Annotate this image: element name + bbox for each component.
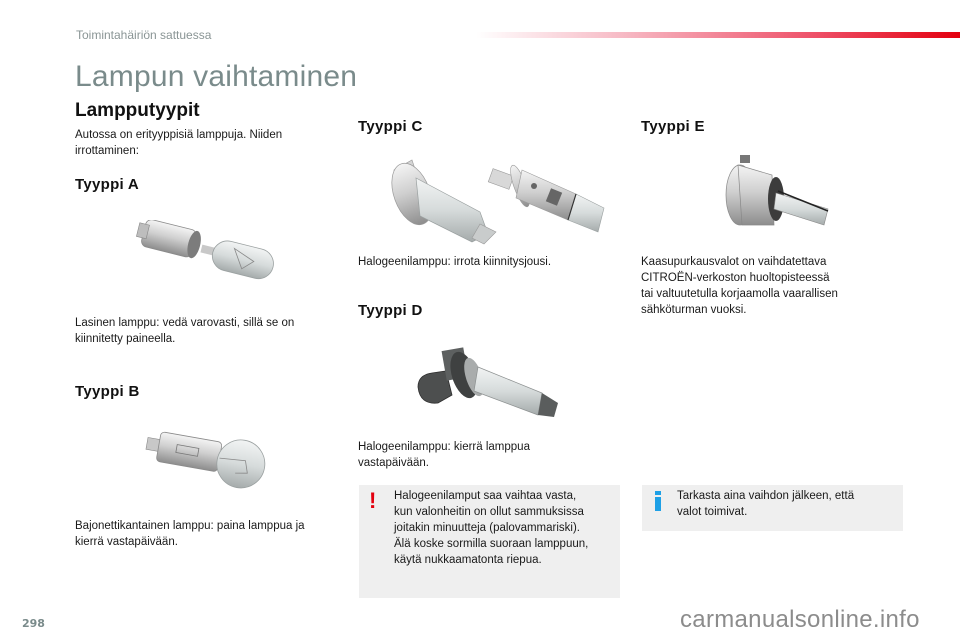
type-b-heading: Tyyppi B [75,383,140,400]
description-line: tai valtuutetulla korjaamolla vaarallisen [641,288,838,300]
warning-line: joitakin minuutteja (palovammariski). [394,522,580,534]
description-line: CITROËN-verkoston huoltopisteessä [641,272,830,284]
description-line: Halogeenilamppu: kierrä lamppua [358,441,530,453]
h7-h1-halogen-bulbs-icon [372,152,612,247]
type-c-heading: Tyyppi C [358,118,423,135]
section-header: Toimintahäiriön sattuessa [76,28,212,42]
wedge-bulb-glass-icon [132,220,282,290]
description-line: kierrä vastapäivään. [75,536,178,548]
info-text [677,488,854,520]
type-d-heading: Tyyppi D [358,302,423,319]
page-number: 298 [22,617,45,630]
warning-line: Älä koske sormilla suoraan lamppuun, [394,538,589,550]
info-icon [654,491,662,511]
description-line: sähköturman vuoksi. [641,304,747,316]
warning-text [394,488,588,568]
warning-line: kun valonheitin on ollut sammuksissa [394,506,584,518]
description-line: Lasinen lamppu: vedä varovasti, sillä se on [75,317,295,329]
type-e-description [641,254,838,318]
intro-line: Autossa on erityyppisiä lamppuja. Niiden [75,129,283,141]
bayonet-bulb-icon [145,428,270,493]
xenon-bulb-icon [718,155,838,235]
type-a-heading: Tyyppi A [75,176,140,193]
description-line: vastapäivään. [358,457,429,469]
warning-box [359,485,620,598]
description-line: Kaasupurkausvalot on vaihdatettava [641,256,827,268]
type-d-description [358,439,530,471]
type-a-description [75,315,294,347]
info-line: valot toimivat. [677,506,748,518]
warning-line: Halogeenilamput saa vaihtaa vasta, [394,490,577,502]
warning-line: käytä nukkaamatonta riepua. [394,554,542,566]
lamp-types-heading: Lampputyypit [75,100,200,121]
description-line: kiinnitetty paineella. [75,333,176,345]
page-title: Lampun vaihtaminen [75,60,358,93]
type-c-description [358,254,551,270]
warning-exclamation-icon: ! [369,488,377,513]
type-b-description [75,518,305,550]
intro-text [75,127,282,159]
info-box [642,485,903,531]
intro-line: irrottaminen: [75,145,139,157]
info-line: Tarkasta aina vaihdon jälkeen, että [677,490,855,502]
type-e-heading: Tyyppi E [641,118,705,135]
description-line: Bajonettikantainen lamppu: paina lamppua ja [75,520,305,532]
watermark: carmanualsonline.info [680,606,920,633]
header-accent-rule [476,32,960,38]
description-line: Halogeenilamppu: irrota kiinnitysjousi. [358,256,552,268]
h11-halogen-bulb-icon [416,345,566,425]
